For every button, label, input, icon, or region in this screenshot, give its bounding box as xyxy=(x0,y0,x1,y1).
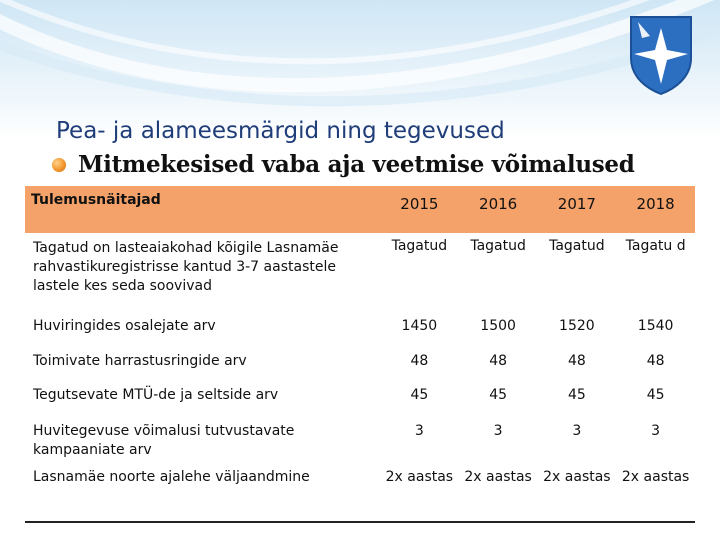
cell-value: 2x aastas xyxy=(459,464,538,522)
indicators-table xyxy=(25,186,695,523)
cell-value: 1540 xyxy=(637,318,674,334)
header-year: 2017 xyxy=(557,195,596,213)
table-row xyxy=(25,313,695,348)
cell-value: Tagatu d xyxy=(625,238,686,254)
header-year: 2016 xyxy=(479,195,518,213)
cell-value: 2x aastas xyxy=(616,464,695,522)
cell-value: 45 xyxy=(567,387,586,403)
slide-title: Pea- ja alameesmärgid ning tegevused xyxy=(56,118,505,144)
cell-value: 48 xyxy=(646,353,665,369)
row-label: Tagatud on lasteaiakohad kõigile Lasnamäe rahvastikuregistrisse kantud 3-7 aastastele lastele kes seda soovivad xyxy=(33,240,339,294)
lasnamae-crest-icon xyxy=(628,14,694,96)
cell-value: 1520 xyxy=(559,318,595,334)
cell-value: 48 xyxy=(567,353,586,369)
orange-bullet-icon xyxy=(52,158,66,172)
background-swoosh xyxy=(0,0,720,130)
cell-value: 2x aastas xyxy=(538,464,617,522)
table-row xyxy=(25,418,695,464)
header-indicators: Tulemusnäitajad xyxy=(31,192,161,208)
cell-value: Tagatud xyxy=(549,238,605,254)
cell-value: Tagatud xyxy=(391,238,448,254)
cell-value: 45 xyxy=(410,387,429,403)
cell-value: 45 xyxy=(489,387,508,403)
table-row xyxy=(25,382,695,418)
cell-value: 48 xyxy=(410,353,429,369)
cell-value: 3 xyxy=(414,423,424,439)
cell-value: 3 xyxy=(572,423,582,439)
table-row xyxy=(25,348,695,382)
table-row xyxy=(25,464,695,522)
header-year: 2018 xyxy=(636,195,675,213)
subtitle-row xyxy=(52,151,635,178)
cell-value: 2x aastas xyxy=(380,464,459,522)
table-row xyxy=(25,233,695,313)
header-year: 2015 xyxy=(400,195,439,213)
row-label: Tegutsevate MTÜ-de ja seltside arv xyxy=(33,387,279,403)
cell-value: 1450 xyxy=(401,318,438,334)
row-label: Huviringides osalejate arv xyxy=(33,318,216,334)
row-label: Toimivate harrastusringide arv xyxy=(33,353,247,369)
cell-value: 48 xyxy=(489,353,508,369)
table-header-row xyxy=(25,186,695,233)
cell-value: 1500 xyxy=(480,318,516,334)
slide-subtitle: Mitmekesised vaba aja veetmise võimalused xyxy=(78,151,635,178)
row-label: Lasnamäe noorte ajalehe väljaandmine xyxy=(25,464,380,522)
cell-value: 3 xyxy=(493,423,503,439)
cell-value: 45 xyxy=(646,387,665,403)
row-label: Huvitegevuse võimalusi tutvustavate kampaaniate arv xyxy=(33,423,295,458)
cell-value: Tagatud xyxy=(470,238,526,254)
cell-value: 3 xyxy=(651,423,661,439)
